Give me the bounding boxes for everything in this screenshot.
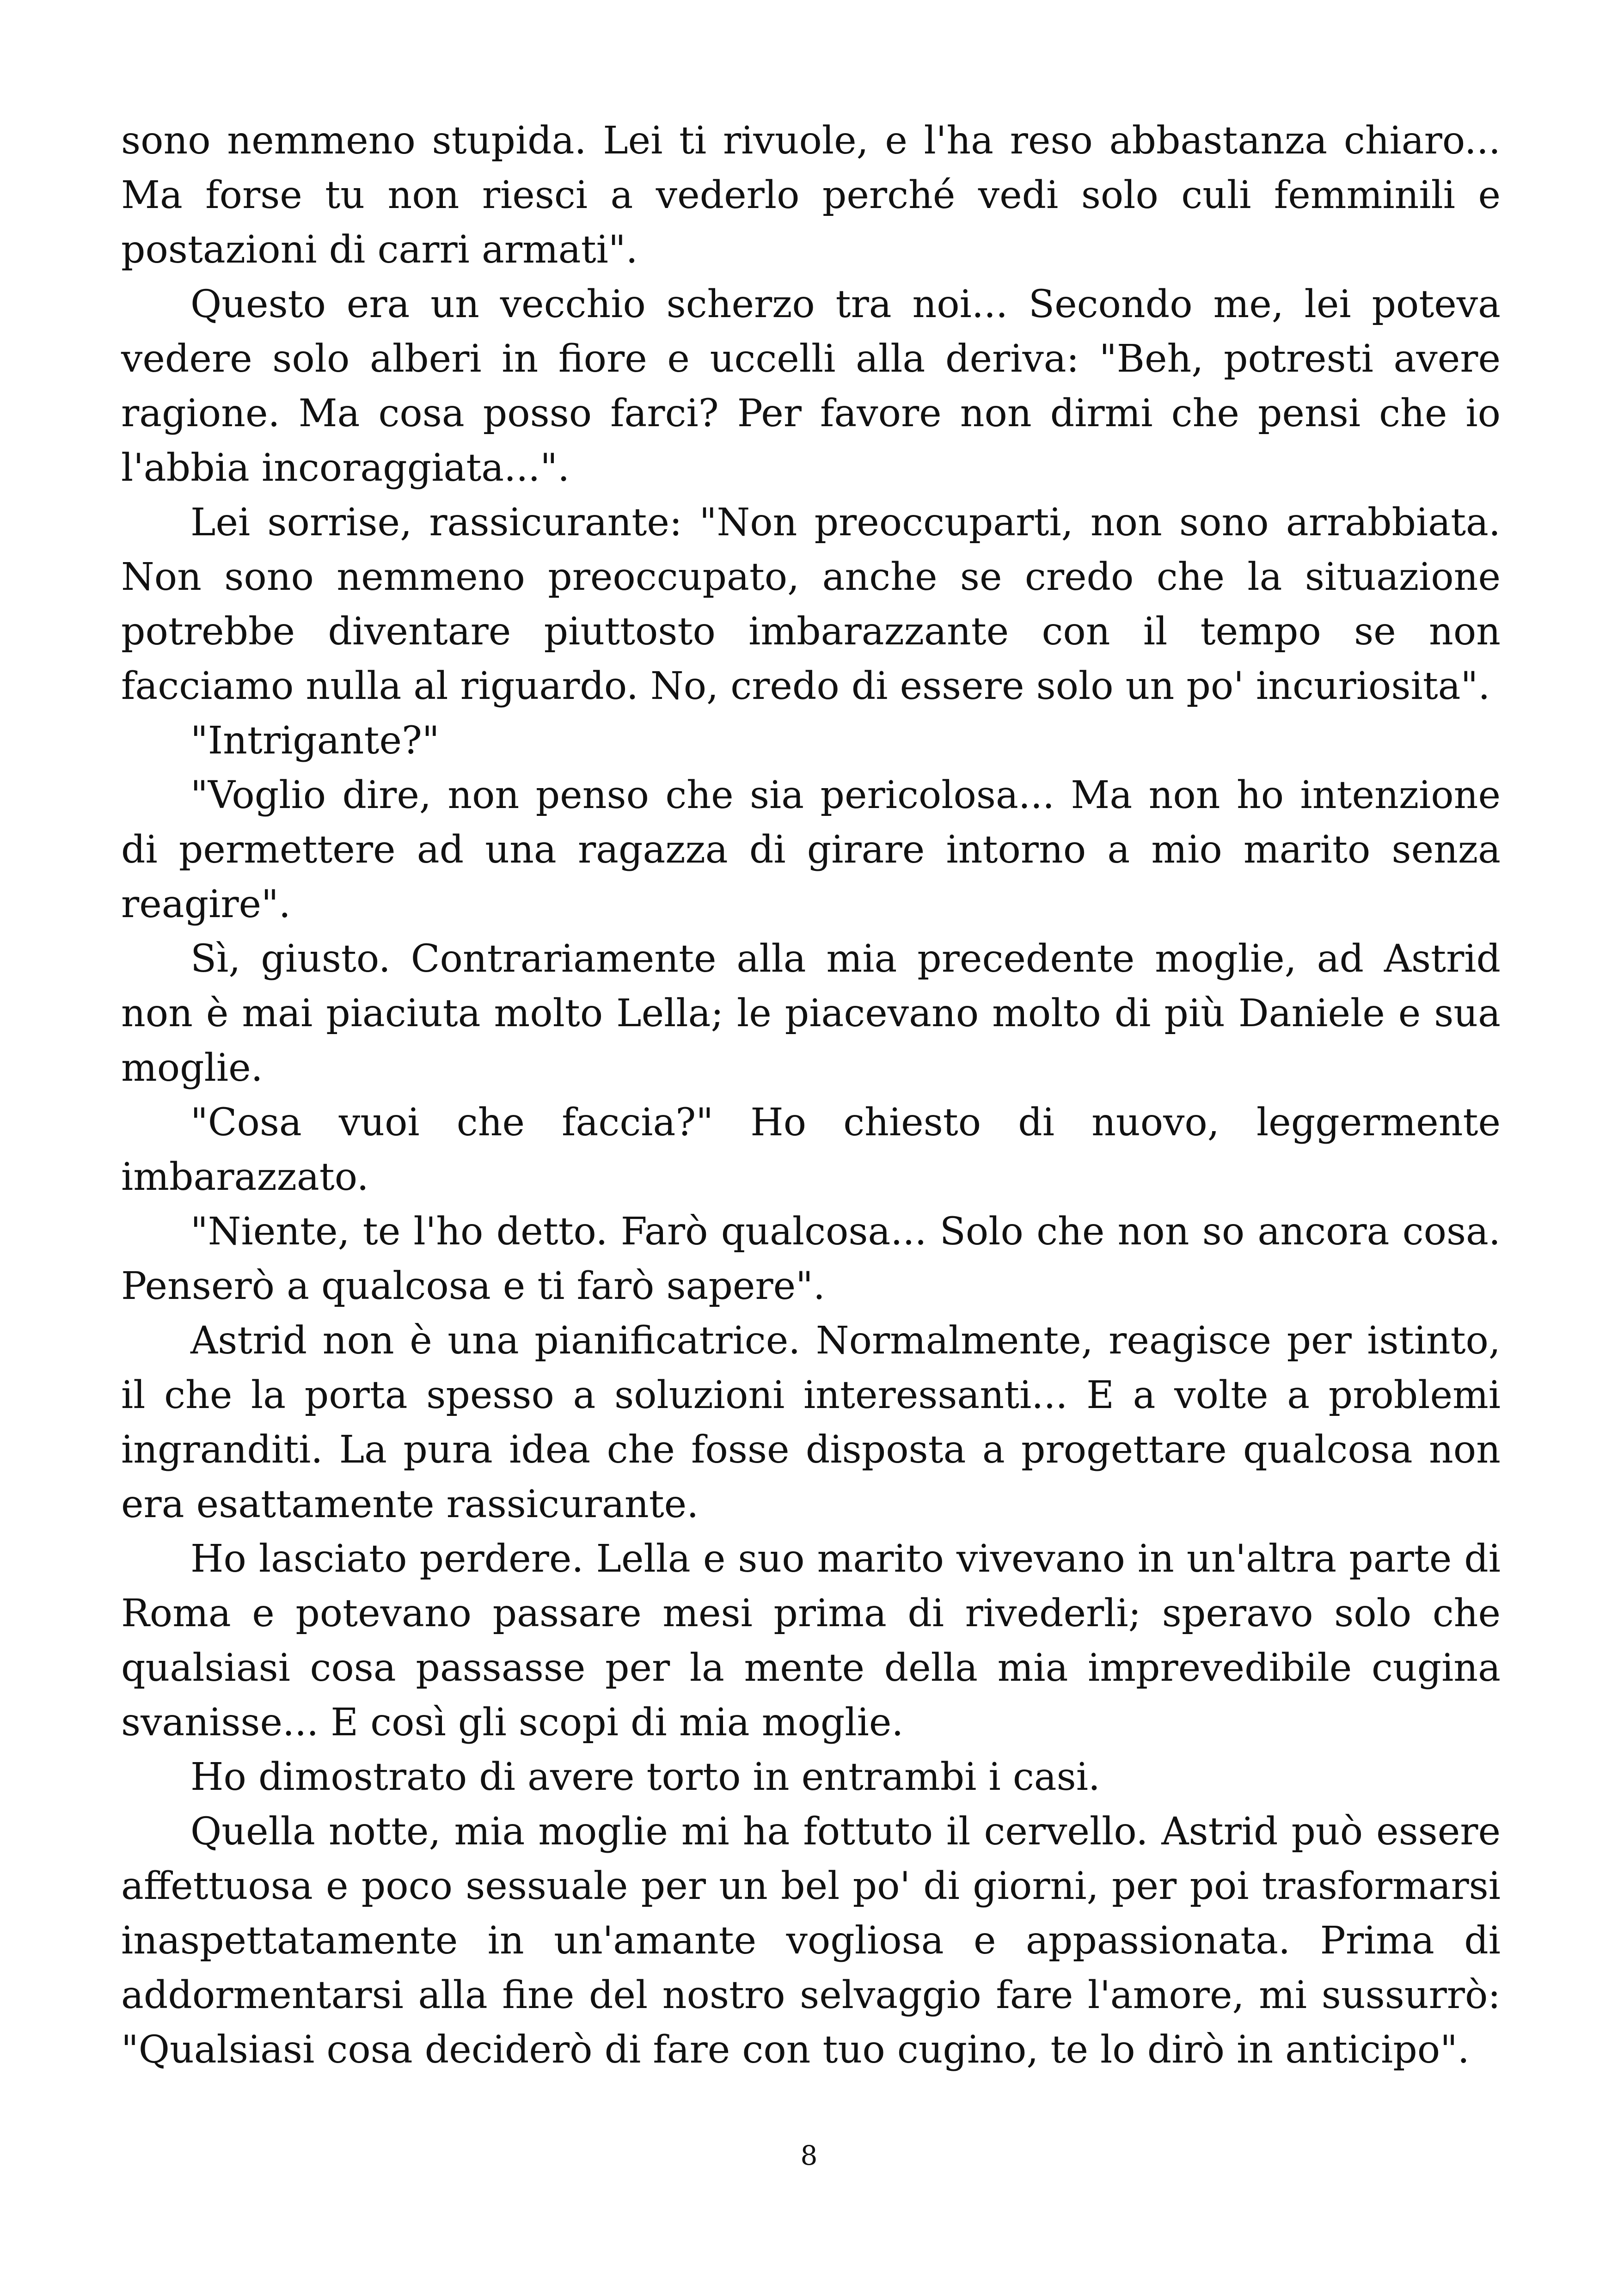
paragraph: Ho dimostrato di avere torto in entrambi i casi.	[190, 1755, 1100, 1799]
paragraph: Astrid non è una pianificatrice. Normalmente, reagisce per istinto, il che la porta spesso a soluzioni interessanti... E a volte a problemi ingranditi. La pura idea che fosse disposta a progettare qualcosa non era esattamente rassicurante.	[121, 1319, 1501, 1526]
paragraph: Ho lasciato perdere. Lella e suo marito vivevano in un'altra parte di Roma e potevano passare mesi prima di rivederli; speravo solo che qualsiasi cosa passasse per la mente della mia imprevedibile cugina svanisse... E così gli scopi di mia moglie.	[121, 1537, 1501, 1745]
paragraph: Quella notte, mia moglie mi ha fottuto il cervello. Astrid può essere affettuosa e poco sessuale per un bel po' di giorni, per poi trasformarsi inaspettatamente in un'amante vogliosa e appassionata. Prima di addormentarsi alla fine del nostro selvaggio fare l'amore, mi sussurrò: "Qualsiasi cosa deciderò di fare con tuo cugino, te lo dirò in anticipo".	[121, 1810, 1501, 2072]
paragraph: Sì, giusto. Contrariamente alla mia precedente moglie, ad Astrid non è mai piaciuta molto Lella; le piacevano molto di più Daniele e sua moglie.	[121, 937, 1501, 1090]
body-text	[121, 114, 1501, 2077]
paragraph: Lei sorrise, rassicurante: "Non preoccuparti, non sono arrabbiata. Non sono nemmeno preoccupato, anche se credo che la situazione potrebbe diventare piuttosto imbarazzante con il tempo se non facciamo nulla al riguardo. No, credo di essere solo un po' incuriosita".	[121, 501, 1501, 708]
paragraph: "Niente, te l'ho detto. Farò qualcosa... Solo che non so ancora cosa. Penserò a qualcosa e ti farò sapere".	[121, 1210, 1501, 1308]
paragraph: "Intrigante?"	[190, 719, 440, 763]
page-number: 8	[800, 2140, 818, 2171]
paragraph: "Cosa vuoi che faccia?" Ho chiesto di nuovo, leggermente imbarazzato.	[121, 1101, 1501, 1199]
paragraph-continuation: sono nemmeno stupida. Lei ti rivuole, e l'ha reso abbastanza chiaro... Ma forse tu non riesci a vederlo perché vedi solo culi femminili e postazioni di carri armati".	[121, 119, 1501, 272]
paragraph: Questo era un vecchio scherzo tra noi... Secondo me, lei poteva vedere solo alberi in fiore e uccelli alla deriva: "Beh, potresti avere ragione. Ma cosa posso farci? Per favore non dirmi che pensi che io l'abbia incoraggiata...".	[121, 282, 1501, 490]
paragraph: "Voglio dire, non penso che sia pericolosa... Ma non ho intenzione di permettere ad una ragazza di girare intorno a mio marito senza reagire".	[121, 773, 1501, 926]
